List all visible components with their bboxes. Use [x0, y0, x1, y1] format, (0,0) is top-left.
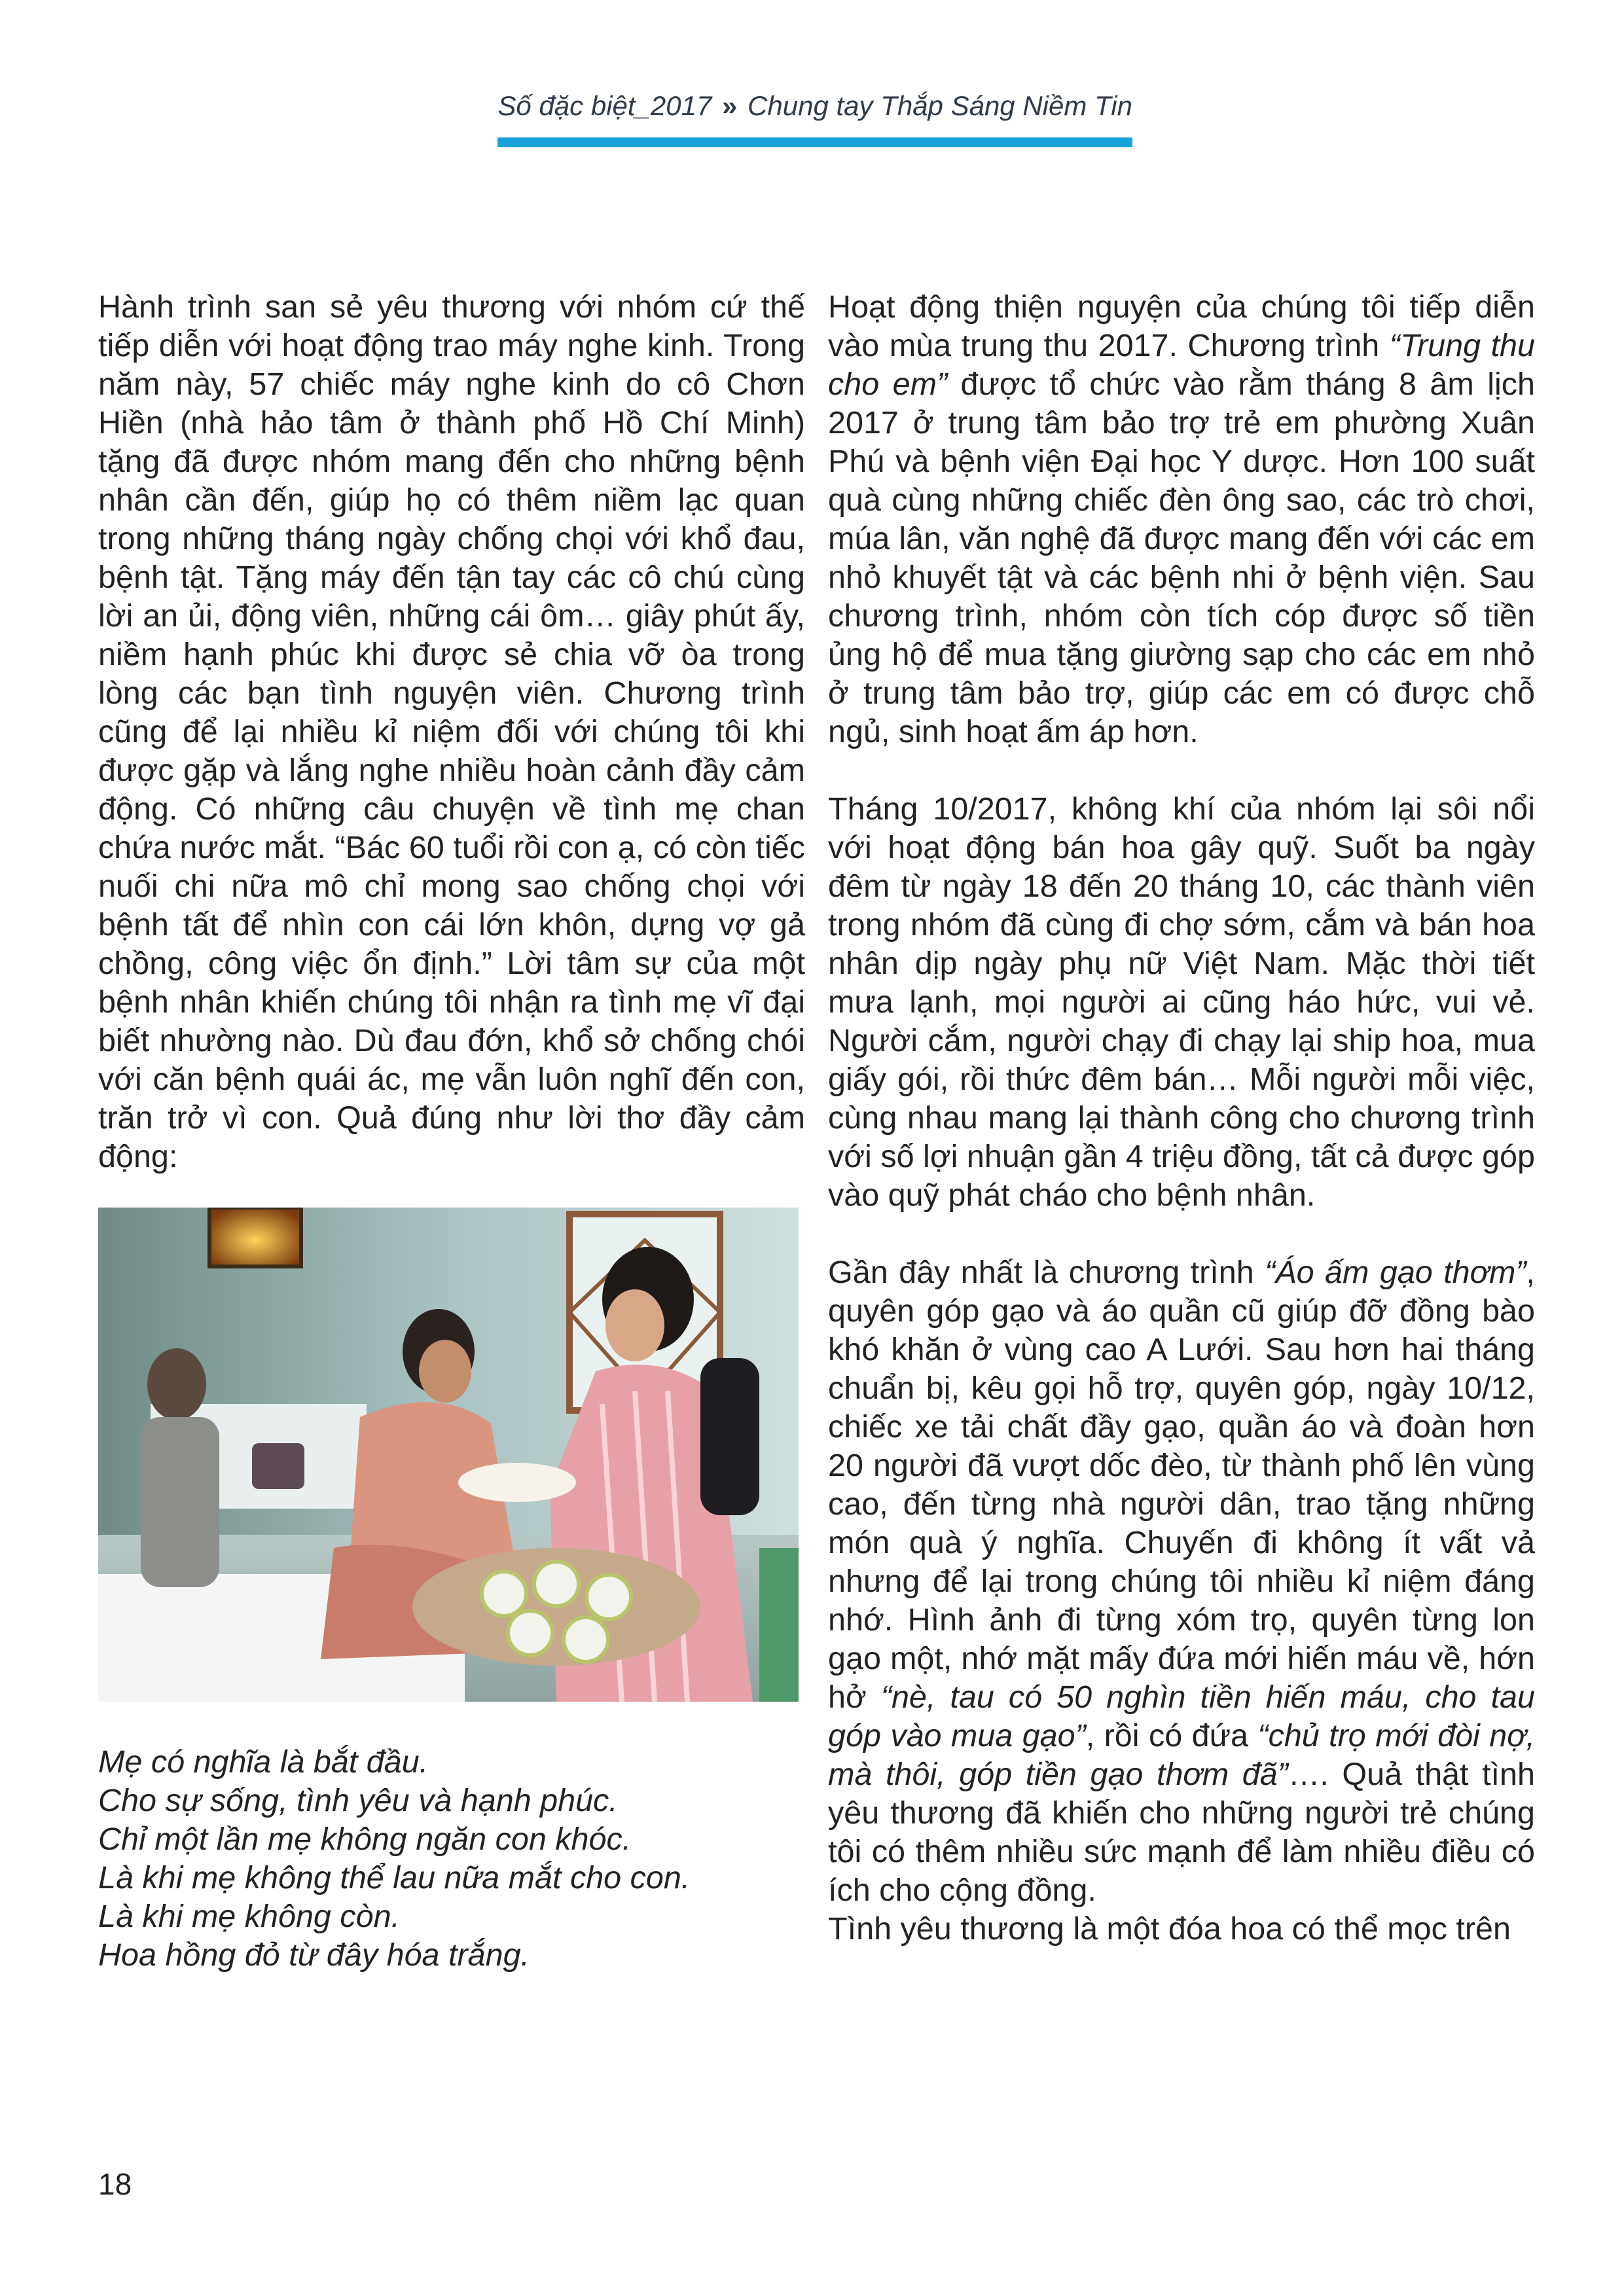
warm-clothes-paragraph: [828, 1253, 1535, 1910]
poem-line: Hoa hồng đỏ từ đây hóa trắng.: [98, 1937, 530, 1973]
poem-line: Mẹ có nghĩa là bắt đầu.: [98, 1744, 429, 1780]
poem-line: Chỉ một lần mẹ không ngăn con khóc.: [98, 1821, 632, 1857]
text-run: Gần đây nhất là chương trình: [828, 1255, 1265, 1290]
hospital-visit-photo: [98, 1208, 799, 1702]
page-number: 18: [98, 2167, 132, 2201]
article-paragraph: Hành trình san sẻ yêu thương với nhóm cứ thế tiếp diễn với hoạt động trao máy nghe kinh. Trong năm này, 57 chiếc máy nghe kinh do cô Chơn Hiền (nhà hảo tâm ở thành phố Hồ Chí Minh) tặng đã được nhóm mang đến cho những bệnh nhân cần đến, giúp họ có thêm niềm lạc quan trong những tháng ngày chống chọi với khổ đau, bệnh tật. Tặng máy đến tận tay các cô chú cùng lời an ủi, động viên, những cái ôm… giây phút ấy, niềm hạnh phúc khi được sẻ chia vỡ òa trong lòng các bạn tình nguyện viên. Chương trình cũng để lại nhiều kỉ niệm đối với chúng tôi khi được gặp và lắng nghe nhiều hoàn cảnh đầy cảm động. Có những câu chuyện về tình mẹ chan chứa nước mắt. “Bác 60 tuổi rồi con ạ, có còn tiếc nuối chi nữa mô chỉ mong sao chống chọi với bệnh tất để nhìn con cái lớn khôn, dựng vợ gả chồng, công việc ổn định.” Lời tâm sự của một bệnh nhân khiến chúng tôi nhận ra tình mẹ vĩ đại biết nhường nào. Dù đau đớn, khổ sở chống chói với căn bệnh quái ác, mẹ vẫn luôn nghĩ đến con, trăn trở vì con. Quả đúng như lời thơ đầy cảm động:: [98, 289, 805, 1174]
poem: [98, 1743, 805, 1975]
magazine-title: Chung tay Thắp Sáng Niềm Tin: [748, 90, 1132, 121]
poem-line: Là khi mẹ không còn.: [98, 1899, 401, 1934]
text-run: Hoạt động thiện nguyện của chúng tôi tiếp diễn vào mùa trung thu 2017. Chương trình: [828, 289, 1535, 363]
text-run: , quyên góp gạo và áo quần cũ giúp đỡ đồng bào khó khăn ở vùng cao A Lưới. Sau hơn hai tháng chuẩn bị, kêu gọi hỗ trợ, quyên góp, ngày 10/12, chiếc xe tải chất đầy gạo, quần áo và đoàn hơn 20 người đã vượt dốc đèo, từ thành phố lên vùng cao, đến từng nhà người dân, trao tặng những món quà ý nghĩa. Chuyến đi không ít vất vả nhưng để lại trong chúng tôi nhiều kỉ niệm đáng nhớ. Hình ảnh đi từng xóm trọ, quyên từng lon gạo một, nhớ mặt mấy đứa mới hiến máu về, hớn hở: [828, 1255, 1535, 1715]
poem-line: Cho sự sống, tình yêu và hạnh phúc.: [98, 1783, 618, 1818]
page-header: [497, 90, 1132, 156]
program-name: “Áo ấm gạo thơm”: [1265, 1255, 1526, 1290]
poem-line: Là khi mẹ không thể lau nữa mắt cho con.: [98, 1860, 691, 1895]
chevron-right-icon: »: [722, 90, 738, 121]
right-column: [828, 288, 1535, 1948]
closing-paragraph: Tình yêu thương là một đóa hoa có thể mọc trên: [828, 1911, 1511, 1946]
quote: “chủ trọ mới đòi nợ, mà thôi, góp tiền gạo thơm đã”: [828, 1718, 1535, 1792]
running-header: [497, 90, 1132, 122]
mid-autumn-paragraph: [828, 288, 1535, 751]
text-run: được tổ chức vào rằm tháng 8 âm lịch 2017 ở trung tâm bảo trợ trẻ em phường Xuân Phú và bệnh viện Đại học Y dược. Hơn 100 suất quà cùng những chiếc đèn ông sao, các trò chơi, múa lân, văn nghệ đã được mang đến với các em nhỏ khuyết tật và các bệnh nhi ở bệnh viện. Sau chương trình, nhóm còn tích cóp được số tiền ủng hộ để mua tặng giường sạp cho các em nhỏ ở trung tâm bảo trợ, giúp các em có được chỗ ngủ, sinh hoạt ấm áp hơn.: [828, 367, 1535, 749]
left-column: [98, 288, 805, 1176]
program-name: “Trung thu cho em”: [828, 328, 1535, 402]
text-run: …. Quả thật tình yêu thương đã khiến cho những người trẻ chúng tôi có thêm nhiều sức mạnh để làm nhiều điều có ích cho cộng đồng.: [828, 1757, 1535, 1908]
header-rule: [497, 137, 1132, 147]
flower-sale-paragraph: Tháng 10/2017, không khí của nhóm lại sôi nổi với hoạt động bán hoa gây quỹ. Suốt ba ngày đêm từ ngày 18 đến 20 tháng 10, các thành viên trong nhóm đã cùng đi chợ sớm, cắm và bán hoa nhân dịp ngày phụ nữ Việt Nam. Mặc thời tiết mưa lạnh, mọi người ai cũng háo hức, vui vẻ. Người cắm, người chạy đi chạy lại ship hoa, mua giấy gói, rồi thức đêm bán… Mỗi người mỗi việc, cùng nhau mang lại thành công cho chương trình với số lợi nhuận gần 4 triệu đồng, tất cả được góp vào quỹ phát cháo cho bệnh nhân.: [828, 791, 1535, 1213]
text-run: , rồi có đứa: [1085, 1718, 1258, 1753]
quote: “nè, tau có 50 nghìn tiền hiến máu, cho tau góp vào mua gạo”: [828, 1679, 1535, 1753]
issue-label: Số đặc biệt_2017: [497, 90, 712, 121]
